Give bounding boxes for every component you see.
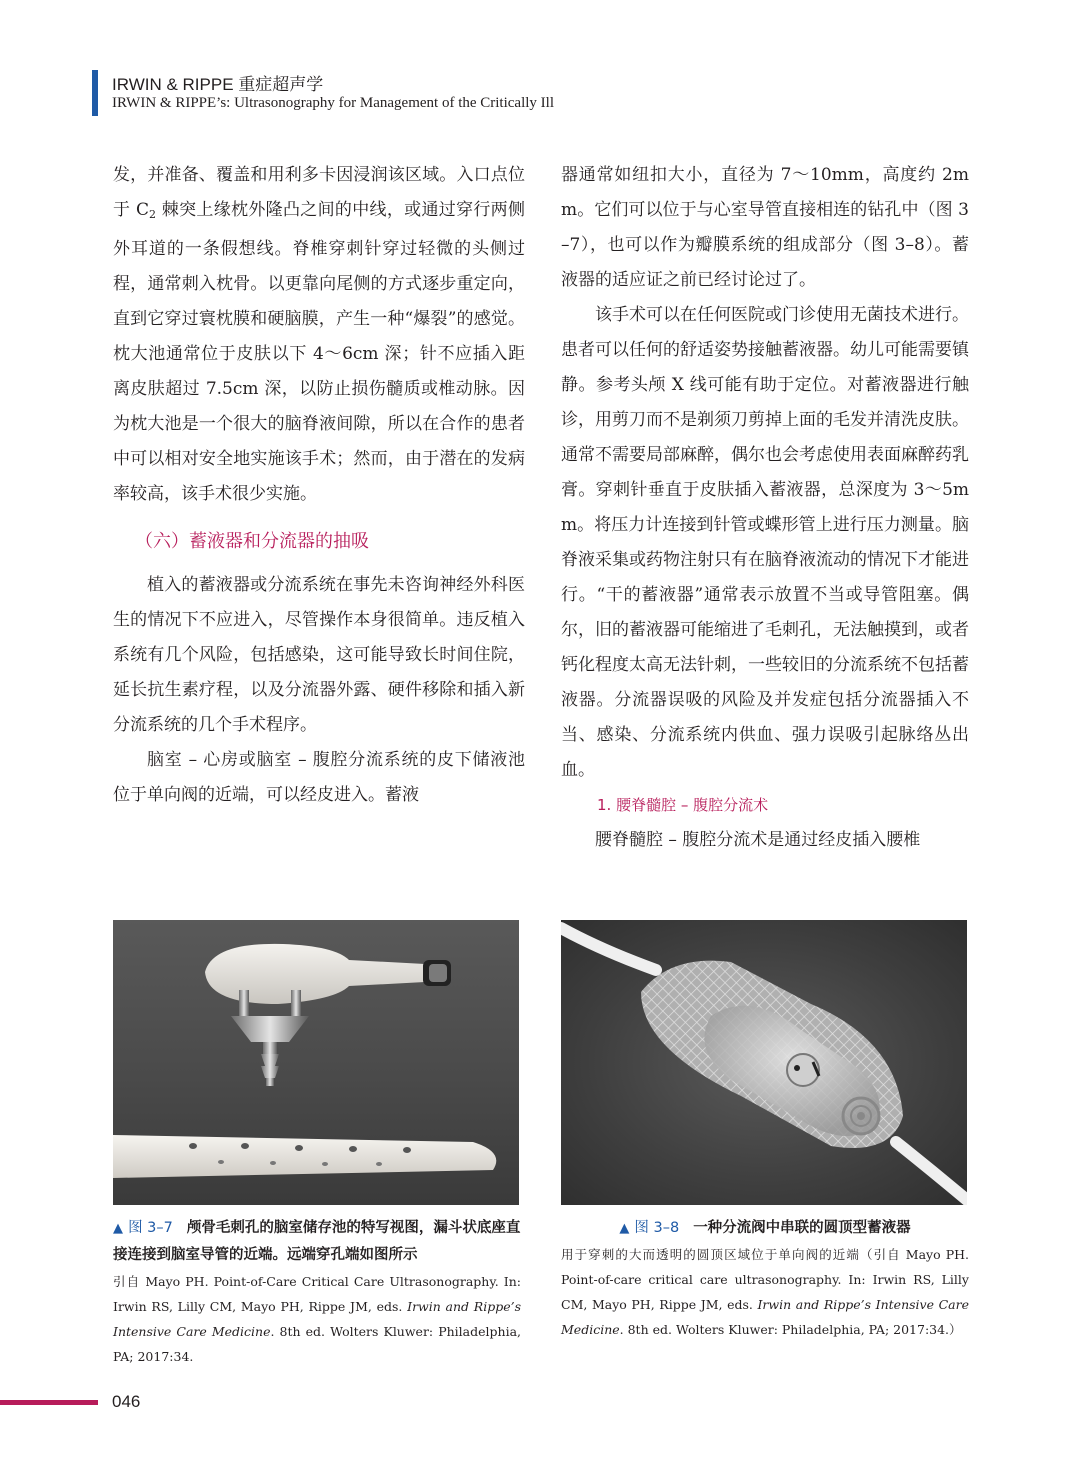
left-column [113,158,525,813]
figure-3-8-number: 图 3–8 [634,1220,680,1236]
section-heading-reservoir-shunt: （六）蓄液器和分流器的抽吸 [135,531,369,552]
header-accent-bar [92,70,98,116]
left-paragraph-3: 脑室 – 心房或脑室 – 腹腔分流系统的皮下储液池位于单向阀的近端，可以经皮进入。蓄液 [113,750,525,805]
left-paragraph-1 [113,158,525,512]
book-title-chinese: IRWIN & RIPPE 重症超声学 [112,75,324,94]
burr-hole-reservoir-illustration [113,920,519,1205]
right-paragraph-2: 该手术可以在任何医院或门诊使用无菌技术进行。患者可以任何的舒适姿势接触蓄液器。幼儿可能需要镇静。参考头颅 X 线可能有助于定位。对蓄液器进行触诊，用剪刀而不是剃须刀剪掉上面的毛发并清洗皮肤。通常不需要局部麻醉，偶尔也会考虑使用表面麻醉药乳膏。穿刺针垂直于皮肤插入蓄液器，总深度为 3～5mm。将压力计连接到针管或蝶形管上进行压力测量。脑脊液采集或药物注射只有在脑脊液流动的情况下才能进行。“干的蓄液器”通常表示放置不当或导管阻塞。偶尔，旧的蓄液器可能缩进了毛刺孔，无法触摸到，或者钙化程度太高无法针刺，一些较旧的分流系统不包括蓄液器。分流器误吸的风险及并发症包括分流器插入不当、感染、分流系统内供血、强力误吸引起脉络丛出血。 [561,305,969,780]
figure-3-7-caption [113,1215,521,1369]
right-paragraph-1: 器通常如纽扣大小，直径为 7～10mm，高度约 2mm。它们可以位于与心室导管直接相连的钻孔中（图 3–7），也可以作为瓣膜系统的组成部分（图 3–8）。蓄液器的适应证之前已经讨论过了。 [561,165,969,290]
figure-3-8-citation-a: 用于穿刺的大而透明的圆顶区域位于单向阀的近端（引自 Mayo PH. Point-of-care critical care ultrasonography. In: Irwin RS, Lilly CM, Mayo PH, Rippe JM, eds. [561,1247,969,1312]
dome-reservoir-valve-illustration [561,920,967,1205]
book-title-english: IRWIN & RIPPE’s: Ultrasonography for Management of the Critically Ill [112,95,555,111]
figure-3-8-caption [561,1215,969,1342]
figure-3-7-title: 颅骨毛刺孔的脑室储存池的特写视图，漏斗状底座直接连接到脑室导管的近端。远端穿孔端如图所示 [113,1220,521,1263]
figure-3-7-citation-a: 引自 Mayo PH. Point-of-Care Critical Care Ultrasonography. In: Irwin RS, Lilly CM, Mayo PH, Rippe JM, eds. [113,1274,521,1314]
left-p1-text-b: 棘突上缘枕外隆凸之间的中线，或通过穿行两侧外耳道的一条假想线。脊椎穿刺针穿过轻微的头侧过程，通常刺入枕骨。以更靠向尾侧的方式逐步重定向，直到它穿过寰枕膜和硬脑膜，产生一种“爆裂”的感觉。枕大池通常位于皮肤以下 4～6cm 深；针不应插入距离皮肤超过 7.5cm 深，以防止损伤髓质或椎动脉。因为枕大池是一个很大的脑脊液间隙，所以在合作的患者中可以相对安全地实施该手术；然而，由于潜在的发病率较高，该手术很少实施。 [113,200,525,504]
figure-3-7-citation-b: . 8th ed. Wolters Kluwer: Philadelphia, PA; 2017:34. [113,1324,521,1364]
triangle-marker-icon: ▲ [619,1221,630,1236]
triangle-marker-icon: ▲ [113,1221,123,1236]
subsection-heading-lumbar-shunt: 1. 腰脊髓腔 – 腹腔分流术 [597,796,769,814]
c2-subscript: 2 [149,208,157,221]
figure-3-7-photo [113,920,519,1205]
right-paragraph-3: 腰脊髓腔 – 腹腔分流术是通过经皮插入腰椎 [595,830,921,850]
figure-3-8-citation [561,1242,969,1342]
figure-3-7-number: 图 3–7 [128,1220,173,1236]
figure-3-8-citation-b: . 8th ed. Wolters Kluwer: Philadelphia, PA; 2017:34.） [619,1322,962,1337]
figure-3-7-citation [113,1269,521,1369]
figure-3-8-citation-book: Irwin and Rippe’s Intensive Care Medicine [561,1297,969,1337]
figure-3-8-caption-title [561,1215,969,1242]
figure-3-7-citation-book: Irwin and Rippe’s Intensive Care Medicine [113,1299,522,1339]
left-p1-text-a: 发，并准备、覆盖和用利多卡因浸润该区域。入口点位于 C [113,165,525,220]
footer-accent-bar [0,1400,98,1405]
figure-3-8-title: 一种分流阀中串联的圆顶型蓄液器 [693,1220,911,1236]
figure-3-8-photo [561,920,967,1205]
left-paragraph-2: 植入的蓄液器或分流系统在事先未咨询神经外科医生的情况下不应进入，尽管操作本身很简单。违反植入系统有几个风险，包括感染，这可能导致长时间住院，延长抗生素疗程，以及分流器外露、硬件移除和插入新分流系统的几个手术程序。 [113,575,525,735]
right-column [561,158,969,858]
page-number: 046 [112,1392,141,1411]
figure-3-7-caption-title [113,1215,521,1269]
